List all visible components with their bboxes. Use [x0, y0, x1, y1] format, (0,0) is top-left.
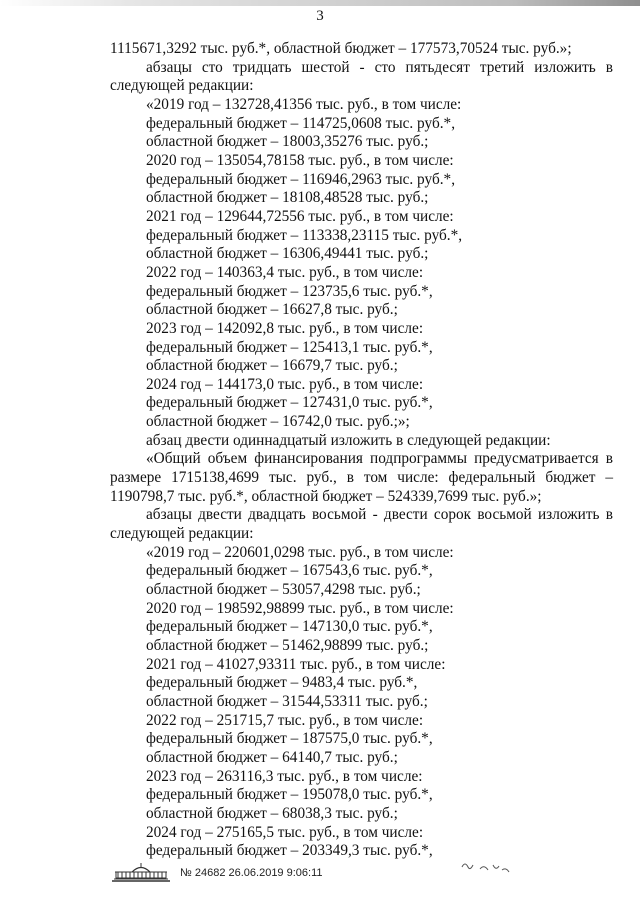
text-line: 2023 год – 263116,3 тыс. руб., в том числе: — [146, 767, 423, 785]
text-line: областной бюджет – 16742,0 тыс. руб.;»; — [146, 413, 410, 431]
text-line: федеральный бюджет – 125413,1 тыс. руб.*, — [146, 338, 433, 356]
registration-stamp: № 24682 26.06.2019 9:06:11 — [180, 867, 323, 879]
text-line: федеральный бюджет – 116946,2963 тыс. руб.*, — [146, 170, 456, 188]
text-line: 2020 год – 135054,78158 тыс. руб., в том числе: — [146, 151, 454, 169]
text-line: федеральный бюджет – 114725,0608 тыс. руб.*, — [146, 114, 456, 132]
text-line: абзацы сто тридцать шестой - сто пятьдесят третий изложить в — [146, 58, 613, 76]
text-line: областной бюджет – 16679,7 тыс. руб.; — [146, 357, 398, 375]
text-line: областной бюджет – 31544,53311 тыс. руб.; — [146, 692, 428, 710]
text-line: областной бюджет – 51462,98899 тыс. руб.; — [146, 637, 429, 654]
text-line: «2019 год – 132728,41356 тыс. руб., в том числе: — [146, 95, 462, 113]
text-line: абзацы двести двадцать восьмой - двести сорок восьмой изложить в — [146, 506, 613, 524]
text-line: 2023 год – 142092,8 тыс. руб., в том числе: — [146, 319, 424, 337]
text-line: абзац двести одиннадцатый изложить в следующей редакции: — [146, 431, 551, 449]
scan-top-edge — [0, 0, 640, 6]
text-line: федеральный бюджет – 195078,0 тыс. руб.*, — [146, 786, 433, 804]
text-line: 2024 год – 275165,5 тыс. руб., в том числе: — [146, 823, 424, 841]
text-line: областной бюджет – 53057,4298 тыс. руб.; — [146, 581, 421, 599]
text-line: областной бюджет – 18108,48528 тыс. руб.; — [146, 189, 429, 207]
text-line: федеральный бюджет – 113338,23115 тыс. руб.*, — [146, 226, 463, 244]
footer — [110, 863, 323, 883]
text-line: 2021 год – 129644,72556 тыс. руб., в том числе: — [146, 207, 454, 225]
text-line: «2019 год – 220601,0298 тыс. руб., в том числе: — [146, 543, 454, 561]
text-line: федеральный бюджет – 203349,3 тыс. руб.*, — [146, 842, 433, 860]
text-line: размере 1715138,4699 тыс. руб., в том числе: федеральный бюджет – — [110, 469, 613, 487]
text-line: областной бюджет – 16627,8 тыс. руб.; — [146, 301, 398, 319]
government-building-icon — [110, 863, 172, 883]
text-line: федеральный бюджет – 187575,0 тыс. руб.*, — [146, 730, 433, 748]
text-line: следующей редакции: — [110, 525, 254, 543]
text-line: федеральный бюджет – 123735,6 тыс. руб.*, — [146, 282, 433, 300]
text-line: 2024 год – 144173,0 тыс. руб., в том числе: — [146, 375, 424, 393]
text-line: областной бюджет – 64140,7 тыс. руб.; — [146, 748, 398, 766]
text-line: областной бюджет – 18003,35276 тыс. руб.; — [146, 133, 429, 151]
text-line: 2022 год – 140363,4 тыс. руб., в том числе: — [146, 263, 424, 281]
handwritten-mark — [458, 855, 518, 877]
document-body — [110, 40, 613, 861]
text-line: «Общий объем финансирования подпрограммы предусматривается в — [146, 450, 613, 468]
text-line: 1115671,3292 тыс. руб.*, областной бюджет – 177573,70524 тыс. руб.»; — [110, 40, 572, 57]
text-line: областной бюджет – 68038,3 тыс. руб.; — [146, 804, 398, 822]
text-line: федеральный бюджет – 9483,4 тыс. руб.*, — [146, 674, 418, 692]
text-line: 2020 год – 198592,98899 тыс. руб., в том числе: — [146, 599, 454, 617]
text-line: федеральный бюджет – 147130,0 тыс. руб.*, — [146, 618, 433, 636]
text-line: 1190798,7 тыс. руб.*, областной бюджет – 524339,7699 тыс. руб.»; — [110, 487, 542, 505]
text-line: федеральный бюджет – 127431,0 тыс. руб.*, — [146, 394, 433, 412]
text-line: 2021 год – 41027,93311 тыс. руб., в том числе: — [146, 655, 446, 673]
text-line: областной бюджет – 16306,49441 тыс. руб.; — [146, 245, 429, 263]
text-line: федеральный бюджет – 167543,6 тыс. руб.*, — [146, 562, 433, 580]
text-line: следующей редакции: — [110, 77, 254, 95]
page-number: 3 — [316, 8, 324, 24]
text-line: 2022 год – 251715,7 тыс. руб., в том числе: — [146, 711, 424, 729]
